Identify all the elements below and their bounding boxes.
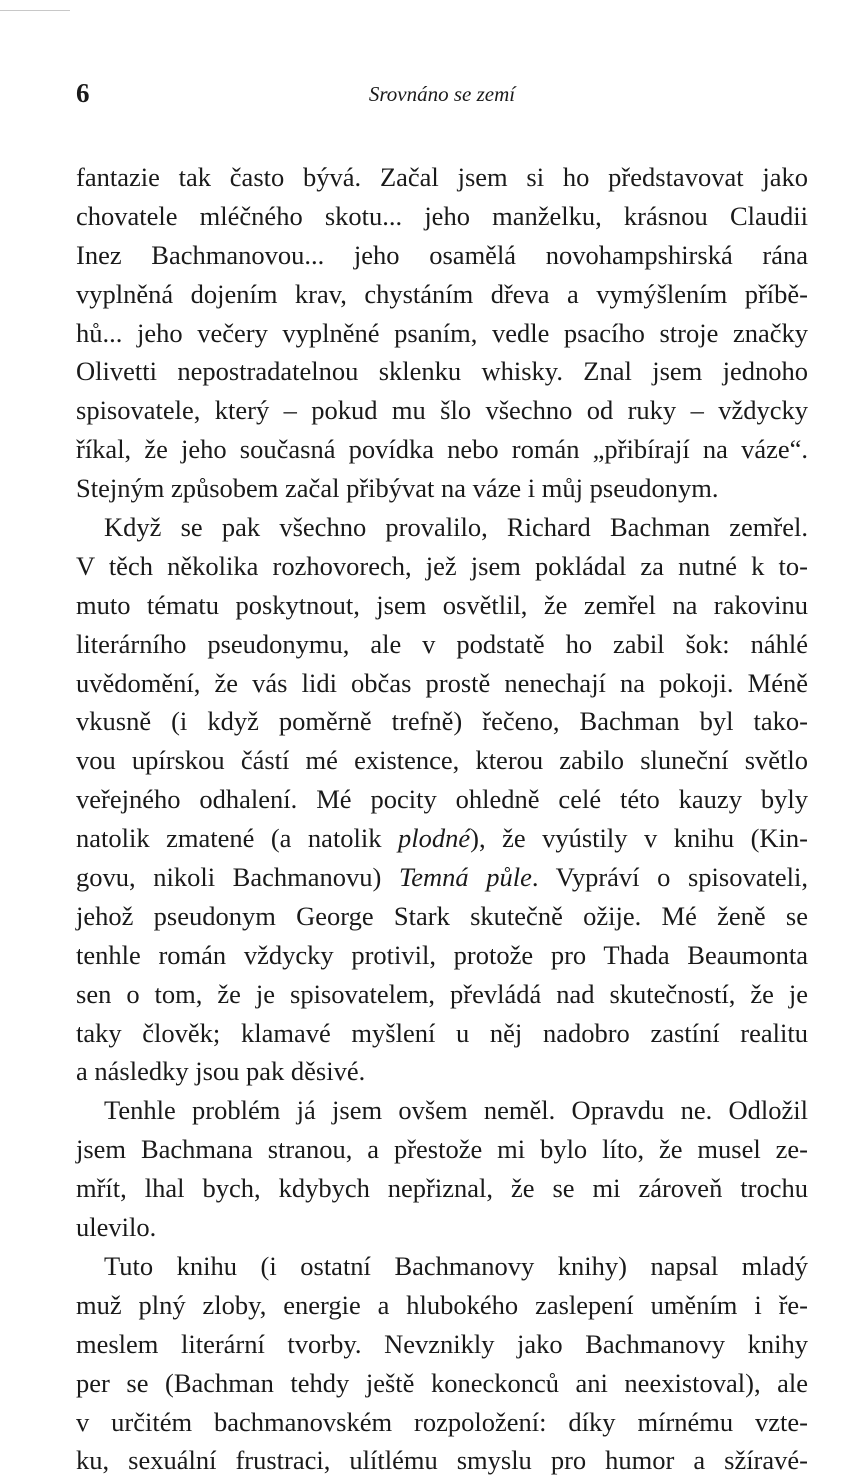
text-segment: govu, nikoli Bachmanovu) — [76, 862, 399, 893]
text-line: chovatele mléčného skotu... jeho manželku, krásnou Claudii — [76, 200, 808, 231]
text-segment: ), že vyústily v knihu (Kin- — [470, 823, 808, 854]
text-line: hů... jeho večery vyplněné psaním, vedle psacího stroje značky — [76, 317, 808, 348]
text-line: vyplněná dojením krav, chystáním dřeva a vymýšlením příbě- — [76, 278, 808, 309]
text-line: per se (Bachman tehdy ještě koneckonců ani neexistoval), ale — [76, 1367, 808, 1398]
text-line: muto tématu poskytnout, jsem osvětlil, že zemřel na rakovinu — [76, 589, 808, 620]
text-line: spisovatele, který – pokud mu šlo všechno od ruky – vždycky — [76, 395, 808, 426]
text-line: v určitém bachmanovském rozpoložení: díky mírnému vzte- — [76, 1406, 808, 1437]
page-number: 6 — [76, 78, 90, 108]
text-line: taky člověk; klamavé myšlení u něj nadobro zastíní realitu — [76, 1017, 808, 1048]
text-line — [76, 819, 808, 858]
text-line: mřít, lhal bych, kdybych nepřiznal, že se mi zároveň trochu — [76, 1173, 808, 1204]
text-line: vkusně (i když poměrně trefně) řečeno, Bachman byl tako- — [76, 706, 808, 737]
text-line: jsem Bachmana stranou, a přestože mi bylo líto, že musel ze- — [76, 1134, 808, 1165]
text-segment: . Vypráví o spisovateli, — [531, 862, 808, 893]
italic-title: plodné — [398, 823, 471, 854]
text-line: Stejným způsobem začal přibývat na váze i můj pseudonym. — [76, 473, 719, 504]
text-line: Inez Bachmanovou... jeho osamělá novohampshirská rána — [76, 239, 808, 270]
text-line: tenhle román vždycky protivil, protože pro Thada Beaumonta — [76, 939, 808, 970]
text-line: ulevilo. — [76, 1212, 157, 1243]
text-line — [76, 858, 808, 897]
text-line: uvědomění, že vás lidi občas prostě nenechají na pokoji. Méně — [76, 667, 808, 698]
top-edge-rule — [0, 10, 70, 11]
text-line: fantazie tak často bývá. Začal jsem si ho představovat jako — [76, 162, 808, 192]
text-line: Tenhle problém já jsem ovšem neměl. Opravdu ne. Odložil — [104, 1095, 808, 1126]
text-line: Když se pak všechno provalilo, Richard Bachman zemřel. — [104, 512, 808, 543]
text-line: říkal, že jeho současná povídka nebo román „přibírají na váze“. — [76, 434, 808, 465]
text-line: Olivetti nepostradatelnou sklenku whisky. Znal jsem jednoho — [76, 356, 808, 387]
text-line: literárního pseudonymu, ale v podstatě ho zabil šok: náhlé — [76, 628, 808, 659]
text-line: a následky jsou pak děsivé. — [76, 1056, 366, 1087]
text-line: ku, sexuální frustraci, ulítlému smyslu pro humor a sžíravé- — [76, 1445, 808, 1476]
page-header — [76, 78, 808, 108]
italic-title: Temná půle — [398, 862, 532, 893]
text-line: muž plný zloby, energie a hlubokého zaslepení uměním i ře- — [76, 1289, 808, 1320]
text-line: vou upírskou částí mé existence, kterou zabilo sluneční světlo — [76, 745, 808, 776]
text-line: V těch několika rozhovorech, jež jsem pokládal za nutné k to- — [76, 550, 808, 581]
running-title: Srovnáno se zemí — [368, 82, 516, 106]
text-line: veřejného odhalení. Mé pocity ohledně celé této kauzy byly — [76, 784, 808, 815]
text-segment: natolik zmatené (a natolik — [76, 823, 399, 854]
text-line: jehož pseudonym George Stark skutečně ožije. Mé ženě se — [76, 900, 808, 931]
text-line: Tuto knihu (i ostatní Bachmanovy knihy) napsal mladý — [104, 1250, 808, 1281]
body-text — [76, 158, 808, 1480]
text-line: meslem literární tvorby. Nevznikly jako Bachmanovy knihy — [76, 1328, 808, 1359]
text-line: sen o tom, že je spisovatelem, převládá nad skutečností, že je — [76, 978, 808, 1009]
